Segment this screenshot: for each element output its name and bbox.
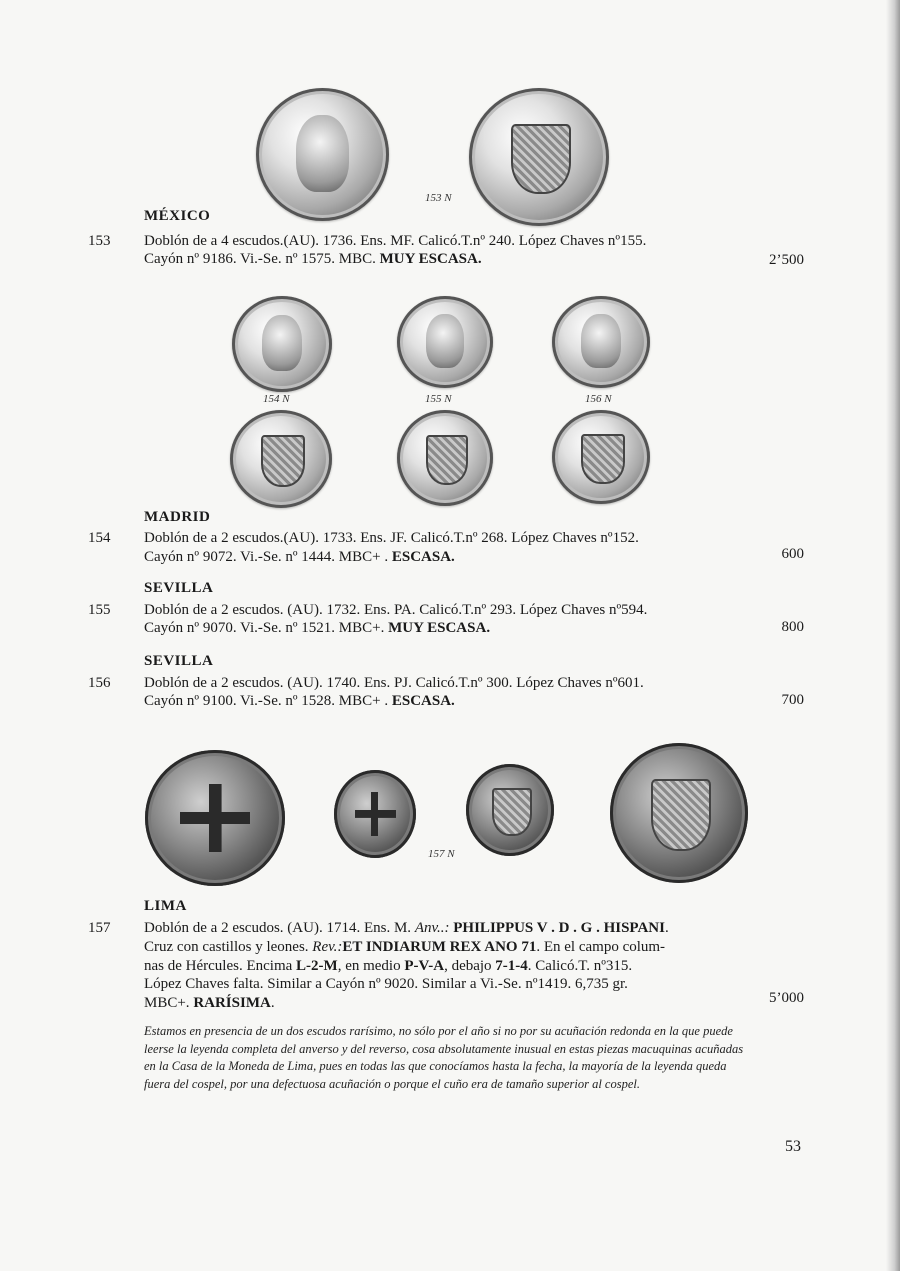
lot-157-text: Cruz con castillos y leones.: [144, 939, 313, 955]
page-number: 53: [785, 1138, 801, 1155]
lot-153-rarity: MUY ESCASA.: [379, 251, 482, 267]
lot-154-number: 154: [88, 530, 111, 546]
lot-153-number: 153: [88, 233, 111, 249]
lot-155-number: 155: [88, 602, 111, 618]
coin-157-reverse: [466, 764, 554, 856]
coin-156-reverse: [552, 410, 650, 504]
coin-154-obverse: [232, 296, 332, 392]
lot-153-line-1: Doblón de a 4 escudos.(AU). 1736. Ens. MF. Calicó.T.nº 240. López Chaves nº155.: [144, 233, 647, 249]
coin-156-obverse: [552, 296, 650, 388]
lot-157-text: Doblón de a 2 escudos. (AU). 1714. Ens. M.: [144, 920, 415, 936]
lot-157-region: LIMA: [144, 898, 187, 914]
lot-157-rarity: RARÍSIMA: [193, 995, 271, 1011]
lot-157-anv-label: Anv..:: [414, 920, 454, 936]
coin-153-obverse: [256, 88, 389, 221]
lot-157-text: nas de Hércules. Encima: [144, 958, 297, 974]
lot-155-line-1: Doblón de a 2 escudos. (AU). 1732. Ens. PA. Calicó.T.nº 293. López Chaves nº594.: [144, 602, 648, 618]
coin-157-reverse-large: [610, 743, 748, 883]
lot-157-text: , debajo: [444, 958, 496, 974]
lot-155-line-2-text: Cayón nº 9070. Vi.-Se. nº 1521. MBC+.: [144, 620, 389, 636]
coin-155-obverse: [397, 296, 493, 388]
lot-153-region: MÉXICO: [144, 208, 211, 224]
coin-157-obverse: [334, 770, 416, 858]
lot-157-rev-label: Rev.:: [312, 939, 343, 955]
lot-156-region: SEVILLA: [144, 653, 214, 669]
lot-157-mark-bottom: 7-1-4: [495, 958, 528, 974]
lot-154-rarity: ESCASA.: [391, 549, 455, 565]
lot-155-region: SEVILLA: [144, 580, 214, 596]
lot-157-text: . Calicó.T. nº315.: [527, 958, 633, 974]
caption-154: 154 N: [263, 393, 290, 405]
lot-157-line-1: [144, 920, 669, 937]
lot-157-text: . En el campo colum-: [536, 939, 666, 955]
lot-155-price: 800: [781, 619, 804, 635]
lot-154-line-2-text: Cayón nº 9072. Vi.-Se. nº 1444. MBC+ .: [144, 549, 392, 565]
lot-157-line-2: [144, 939, 665, 956]
lot-157-obverse-legend: PHILIPPUS V . D . G . HISPANI: [453, 920, 665, 936]
lot-156-line-2: [144, 693, 455, 710]
lot-156-price: 700: [781, 692, 804, 708]
lot-157-mark-middle: P-V-A: [404, 958, 445, 974]
lot-153-line-2-text: Cayón nº 9186. Vi.-Se. nº 1575. MBC.: [144, 251, 380, 267]
lot-157-line-4: López Chaves falta. Similar a Cayón nº 9020. Similar a Vi.-Se. nº1419. 6,735 gr.: [144, 976, 628, 992]
lot-154-line-2: [144, 549, 455, 566]
caption-155: 155 N: [425, 393, 452, 405]
caption-156: 156 N: [585, 393, 612, 405]
lot-157-text: .: [664, 920, 669, 936]
lot-157-text: .: [270, 995, 275, 1011]
lot-157-note: Estamos en presencia de un dos escudos rarísimo, no sólo por el año si no por su acuñación redonda en la que puede leerse la leyenda completa del anverso y del reverso, cosa absolutamente inusual en estas piezas macuquinas acuñadas en la Casa de la Moneda de Lima, pues en todas las que conocíamos hasta la fecha, la mayoría de la leyenda queda fuera del cospel, por una defectuosa acuñación o porque el cuño era de tamaño superior al cospel.: [144, 1024, 744, 1091]
lot-156-rarity: ESCASA.: [391, 693, 455, 709]
lot-157-number: 157: [88, 920, 111, 936]
lot-157-mark-top: L-2-M: [296, 958, 338, 974]
lot-155-rarity: MUY ESCASA.: [388, 620, 491, 636]
page-edge: [886, 0, 900, 1271]
lot-157-line-3: [144, 958, 632, 975]
lot-155-line-2: [144, 620, 490, 637]
lot-153-price: 2’500: [769, 252, 804, 268]
coin-155-reverse: [397, 410, 493, 506]
lot-154-price: 600: [781, 546, 804, 562]
coin-154-reverse: [230, 410, 332, 508]
lot-156-number: 156: [88, 675, 111, 691]
lot-154-region: MADRID: [144, 509, 211, 525]
caption-153: 153 N: [425, 192, 452, 204]
lot-157-price: 5’000: [769, 990, 804, 1006]
lot-157-text: , en medio: [337, 958, 405, 974]
lot-154-line-1: Doblón de a 2 escudos.(AU). 1733. Ens. JF. Calicó.T.nº 268. López Chaves nº152.: [144, 530, 639, 546]
caption-157: 157 N: [428, 848, 455, 860]
coin-157-obverse-large: [145, 750, 285, 886]
lot-156-line-2-text: Cayón nº 9100. Vi.-Se. nº 1528. MBC+ .: [144, 693, 392, 709]
lot-153-line-2: [144, 251, 482, 268]
lot-157-text: MBC+.: [144, 995, 194, 1011]
lot-157-line-5: [144, 995, 275, 1012]
lot-156-line-1: Doblón de a 2 escudos. (AU). 1740. Ens. PJ. Calicó.T.nº 300. López Chaves nº601.: [144, 675, 644, 691]
coin-153-reverse: [469, 88, 609, 226]
lot-157-reverse-legend: ET INDIARUM REX ANO 71: [342, 939, 537, 955]
